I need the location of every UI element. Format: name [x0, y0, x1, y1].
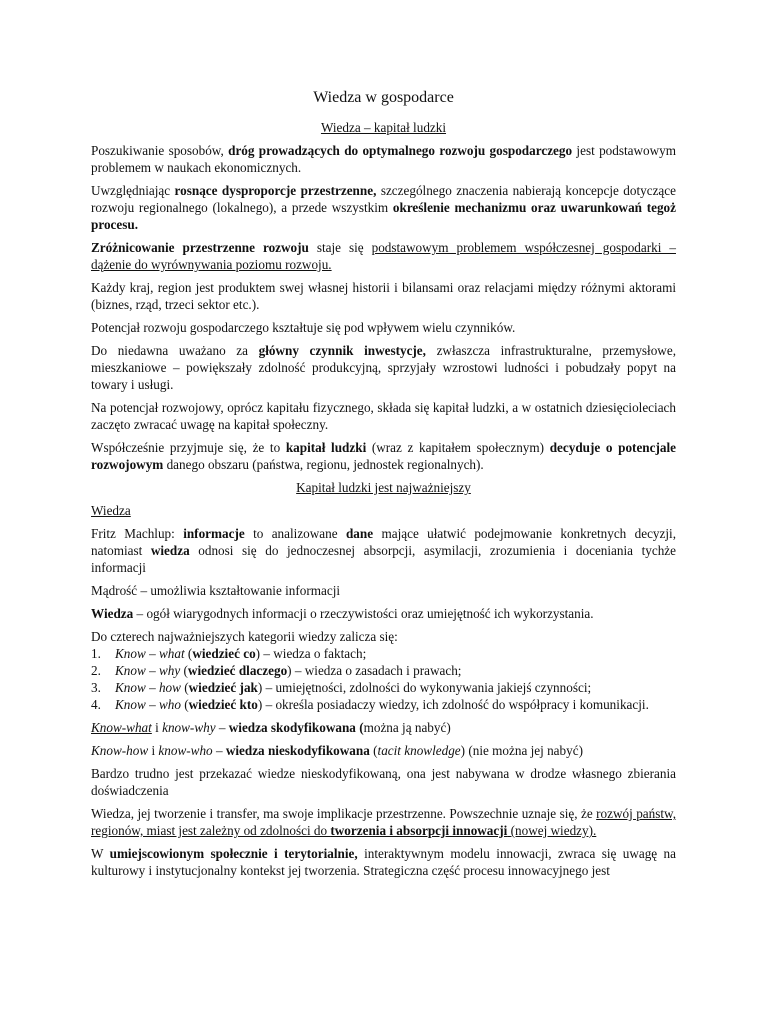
paragraph-3: Zróżnicowanie przestrzenne rozwoju staje się podstawowym problemem współczesnej gospodarki – dążenie do wyrównywania poziomu rozwoju. [91, 240, 676, 272]
paragraph-2: Uwzględniając rosnące dysproporcje przestrzenne, szczególnego znaczenia nabierają koncepcje dotyczące rozwoju regionalnego (lokalnego), a przede wszystkim określenie mechanizmu oraz uwarunkowań tegoż procesu. [91, 183, 676, 232]
paragraph-wiedza-definition: Wiedza – ogół wiarygodnych informacji o rzeczywistości oraz umiejętność ich wykorzystania. [91, 606, 594, 621]
paragraph-uncodified: Know-how i know-who – wiedza nieskodyfikowana (tacit knowledge) (nie można jej nabyć) [91, 743, 583, 758]
list-item: 2. Know – why (wiedzieć dlaczego) – wiedza o zasadach i prawach; [91, 663, 462, 678]
list-item: 4. Know – who (wiedzieć kto) – określa posiadaczy wiedzy, ich zdolność do współpracy i komunikacji. [91, 697, 649, 712]
paragraph-7: Na potencjał rozwojowy, oprócz kapitału fizycznego, składa się kapitał ludzki, a w ostatnich dziesięcioleciach zaczęto zwracać uwagę na kapitał społeczny. [91, 400, 676, 432]
paragraph-spatial-implications: Wiedza, jej tworzenie i transfer, ma swoje implikacje przestrzenne. Powszechnie uznaje się, że rozwój państw, regionów, miast jest zależny od zdolności do tworzenia i absorpcji innowacji (nowej wiedzy). [91, 806, 677, 838]
heading-wiedza: Wiedza [91, 503, 131, 518]
paragraph-madrosc: Mądrość – umożliwia kształtowanie informacji [91, 583, 341, 598]
paragraph-5: Potencjał rozwoju gospodarczego kształtuje się pod wpływem wielu czynników. [91, 320, 516, 335]
paragraph-1: Poszukiwanie sposobów, dróg prowadzących do optymalnego rozwoju gospodarczego jest podstawowym problemem w naukach ekonomicznych. [91, 143, 676, 175]
paragraph-categories-intro: Do czterech najważniejszych kategorii wiedzy zalicza się: [91, 629, 398, 644]
paragraph-8: Współcześnie przyjmuje się, że to kapitał ludzki (wraz z kapitałem społecznym) decyduje o potencjale rozwojowym danego obszaru (państwa, regionu, jednostek regionalnych). [91, 440, 676, 472]
paragraph-6: Do niedawna uważano za główny czynnik inwestycje, zwłaszcza infrastrukturalne, przemysłowe, mieszkaniowe – powiększały zdolność produkcyjną, sprzyjały wzrostowi ludności i pobudzały popyt na towary i usługi. [91, 343, 676, 392]
document-content [91, 88, 676, 885]
paragraph-transfer-difficulty: Bardzo trudno jest przekazać wiedze nieskodyfikowaną, ona jest nabywana w drodze własnego zbierania doświadczenia [91, 766, 676, 798]
paragraph-codified: Know-what i know-why – wiedza skodyfikowana (można ją nabyć) [91, 720, 451, 735]
document-title: Wiedza w gospodarce [313, 89, 454, 106]
knowledge-categories-list [91, 645, 676, 713]
section-subtitle-kapital-ludzki: Wiedza – kapitał ludzki [320, 120, 447, 135]
paragraph-innovation-model: W umiejscowionym społecznie i terytorialnie, interaktywnym modelu innowacji, zwraca się uwagę na kulturowy i instytucjonalny kontekst jej tworzenia. Strategiczna część procesu innowacyjnego jest [91, 846, 676, 878]
paragraph-machlup: Fritz Machlup: informacje to analizowane dane mające ułatwić podejmowanie konkretnych decyzji, natomiast wiedza odnosi się do jednoczesnej absorpcji, asymilacji, zrozumienia i doceniania tychże informacji [91, 526, 677, 575]
section-subtitle-kapital-najwazniejszy: Kapitał ludzki jest najważniejszy [296, 480, 471, 495]
paragraph-4: Każdy kraj, region jest produktem swej własnej historii i bilansami oraz relacjami między różnymi aktorami (biznes, rząd, trzeci sektor etc.). [91, 280, 676, 312]
list-item: 3. Know – how (wiedzieć jak) – umiejętności, zdolności do wykonywania jakiejś czynności; [91, 680, 592, 695]
list-item: 1. Know – what (wiedzieć co) – wiedza o faktach; [91, 646, 367, 661]
